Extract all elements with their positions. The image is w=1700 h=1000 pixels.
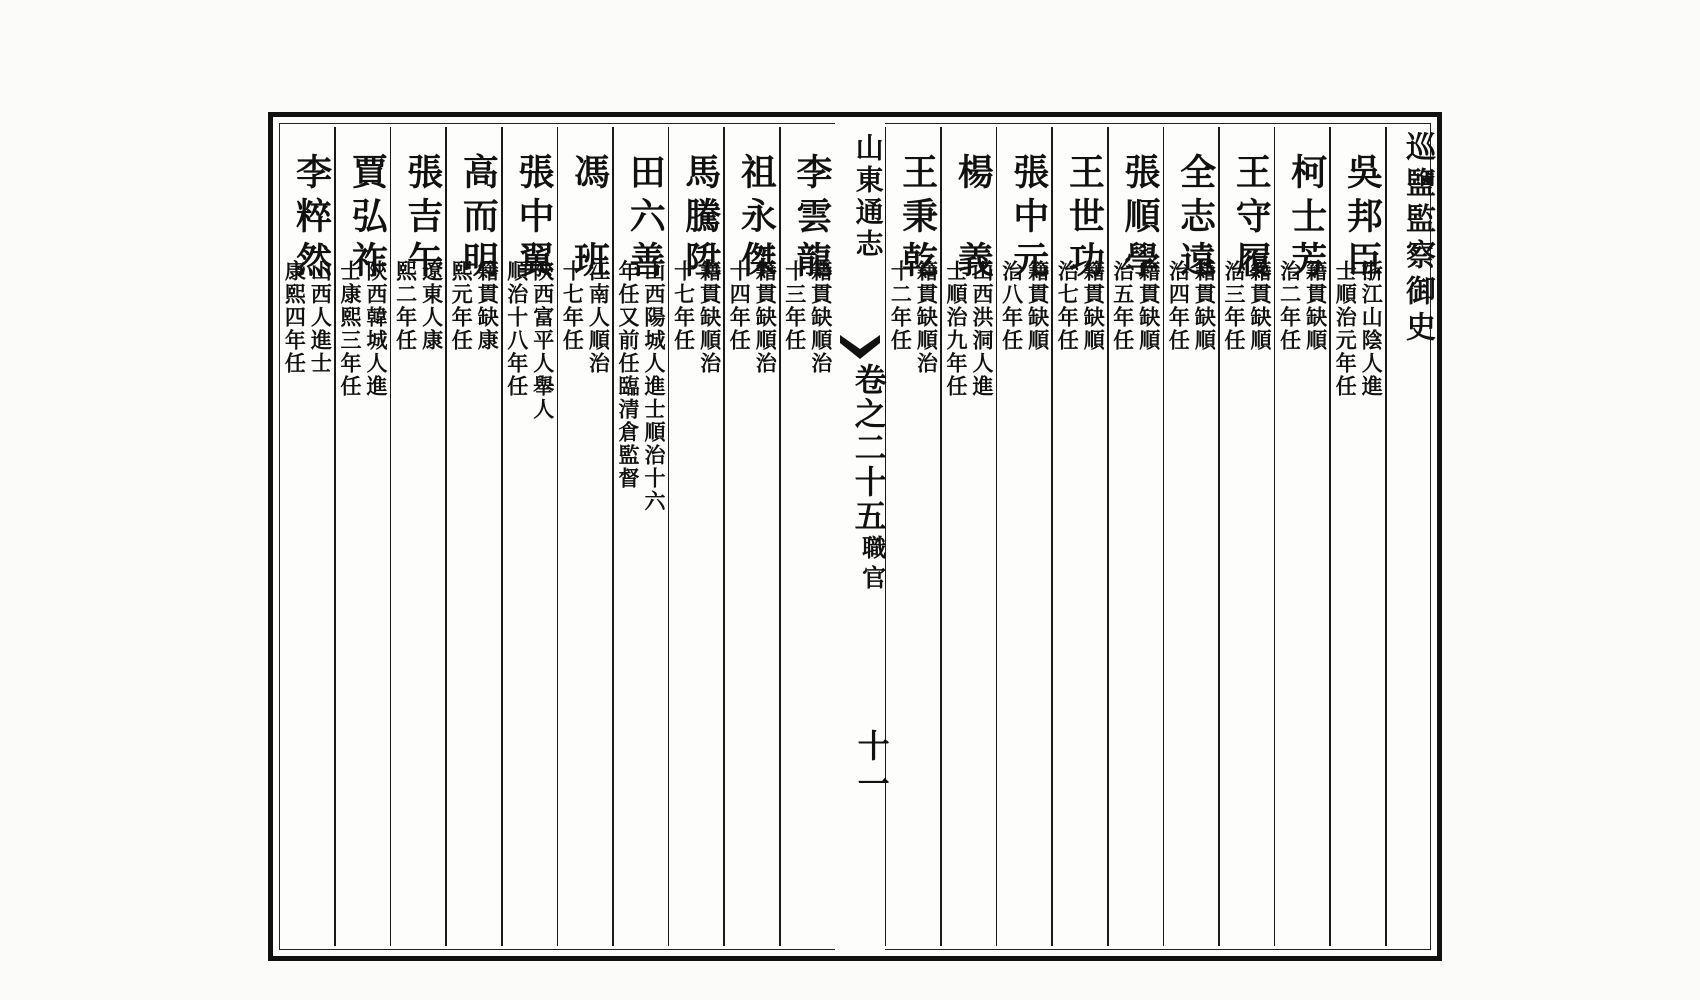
official-note-line: 籍貫缺順 [1247, 260, 1273, 352]
official-name: 全志遠 [1174, 153, 1217, 285]
official-note-line: 籍貫缺順 [1303, 260, 1329, 352]
official-note [338, 260, 388, 398]
official-note [283, 260, 333, 375]
official-note [672, 260, 722, 375]
official-note-line: 籍貫缺順 [1025, 260, 1051, 352]
official-note-line: 籍貫缺順治 [808, 260, 834, 375]
official-note [1222, 260, 1272, 352]
official-note-line: 遼東人康 [419, 260, 445, 352]
official-note [561, 260, 611, 375]
official-note-line: 籍貫缺順治 [697, 260, 723, 375]
volume-number: 卷之二十五 [849, 363, 888, 533]
official-note-line: 治八年任 [999, 260, 1025, 352]
official-note-line: 籍貫缺順 [1081, 260, 1107, 352]
official-name: 王守履 [1230, 153, 1273, 285]
official-note [1055, 260, 1105, 352]
official-name: 賈弘祚 [346, 153, 389, 285]
official-note [1333, 260, 1383, 398]
official-note [1167, 260, 1217, 352]
official-note-line: 籍貫缺順 [1136, 260, 1162, 352]
official-note-line: 熙元年任 [449, 260, 475, 352]
official-note-line: 十七年任 [671, 260, 697, 352]
section-heading: 巡鹽監察御史 [1400, 131, 1435, 347]
official-note [889, 260, 939, 375]
official-note-line: 陝西富平人舉人 [530, 260, 556, 421]
official-note-line: 山西洪洞人進 [969, 260, 995, 398]
official-name: 柯士芳 [1285, 153, 1328, 285]
official-name: 祖永傑 [735, 153, 778, 285]
official-note-line: 熙二年任 [393, 260, 419, 352]
official-note [1278, 260, 1328, 352]
official-note-line: 陝西韓城人進 [363, 260, 389, 398]
official-note [727, 260, 777, 375]
official-note-line: 治四年任 [1166, 260, 1192, 352]
page-number: 十一 [852, 729, 891, 805]
official-note-line: 士順治九年任 [943, 260, 969, 398]
official-name: 馬騰陞 [679, 153, 722, 285]
official-note-line: 山西人進士 [308, 260, 334, 375]
official-note-line: 浙江山陰人進 [1359, 260, 1385, 398]
fish-tail-mark-icon [838, 331, 882, 361]
official-name: 田六善 [624, 153, 667, 285]
official-note-line: 山西陽城人進士順治十六 [641, 260, 667, 513]
official-name: 張中元 [1007, 153, 1050, 285]
official-note [1000, 260, 1050, 352]
official-name: 楊 義 [952, 153, 995, 285]
official-note-line: 十三年任 [782, 260, 808, 352]
book-title: 山東通志 [851, 133, 885, 261]
official-name: 李雲龍 [791, 153, 833, 285]
official-note [449, 260, 499, 352]
official-note [505, 260, 555, 421]
official-note-line: 治二年任 [1277, 260, 1303, 352]
official-note-line: 士康熙三年任 [337, 260, 363, 398]
official-note-line: 十四年任 [727, 260, 753, 352]
center-spine [835, 117, 891, 956]
official-note-line: 治五年任 [1110, 260, 1136, 352]
official-note-line: 籍貫缺康 [475, 260, 501, 352]
official-note [944, 260, 994, 398]
official-name: 吳邦臣 [1341, 153, 1384, 285]
official-note [1111, 260, 1161, 352]
official-note-line: 十七年任 [560, 260, 586, 352]
official-note-line: 江南人順治 [586, 260, 612, 375]
section-title: 職官 [857, 535, 887, 595]
official-note-line: 治七年任 [1055, 260, 1081, 352]
official-name: 高而明 [457, 153, 500, 285]
official-name: 張中翼 [513, 153, 555, 285]
official-name: 李粹然 [290, 153, 333, 285]
official-note [783, 260, 833, 375]
official-name: 張順學 [1119, 153, 1161, 285]
official-name: 王世功 [1063, 153, 1106, 285]
official-note-line: 康熙四年任 [282, 260, 308, 375]
official-name: 張吉午 [401, 153, 444, 285]
official-note-line: 順治十八年任 [504, 260, 530, 398]
official-note-line: 士順治元年任 [1333, 260, 1359, 398]
official-note-line: 十二年任 [888, 260, 914, 352]
official-note [616, 260, 666, 513]
official-note-line: 籍貫缺順 [1192, 260, 1218, 352]
official-note-line: 籍貫缺順治 [914, 260, 940, 375]
official-note-line: 年任又前任臨清倉監督 [615, 260, 641, 490]
page-frame [268, 112, 1442, 961]
official-note-line: 治三年任 [1221, 260, 1247, 352]
official-name: 馮 班 [568, 153, 611, 285]
official-note [394, 260, 444, 352]
official-note-line: 籍貫缺順治 [753, 260, 779, 375]
official-name: 王秉乾 [896, 153, 939, 285]
